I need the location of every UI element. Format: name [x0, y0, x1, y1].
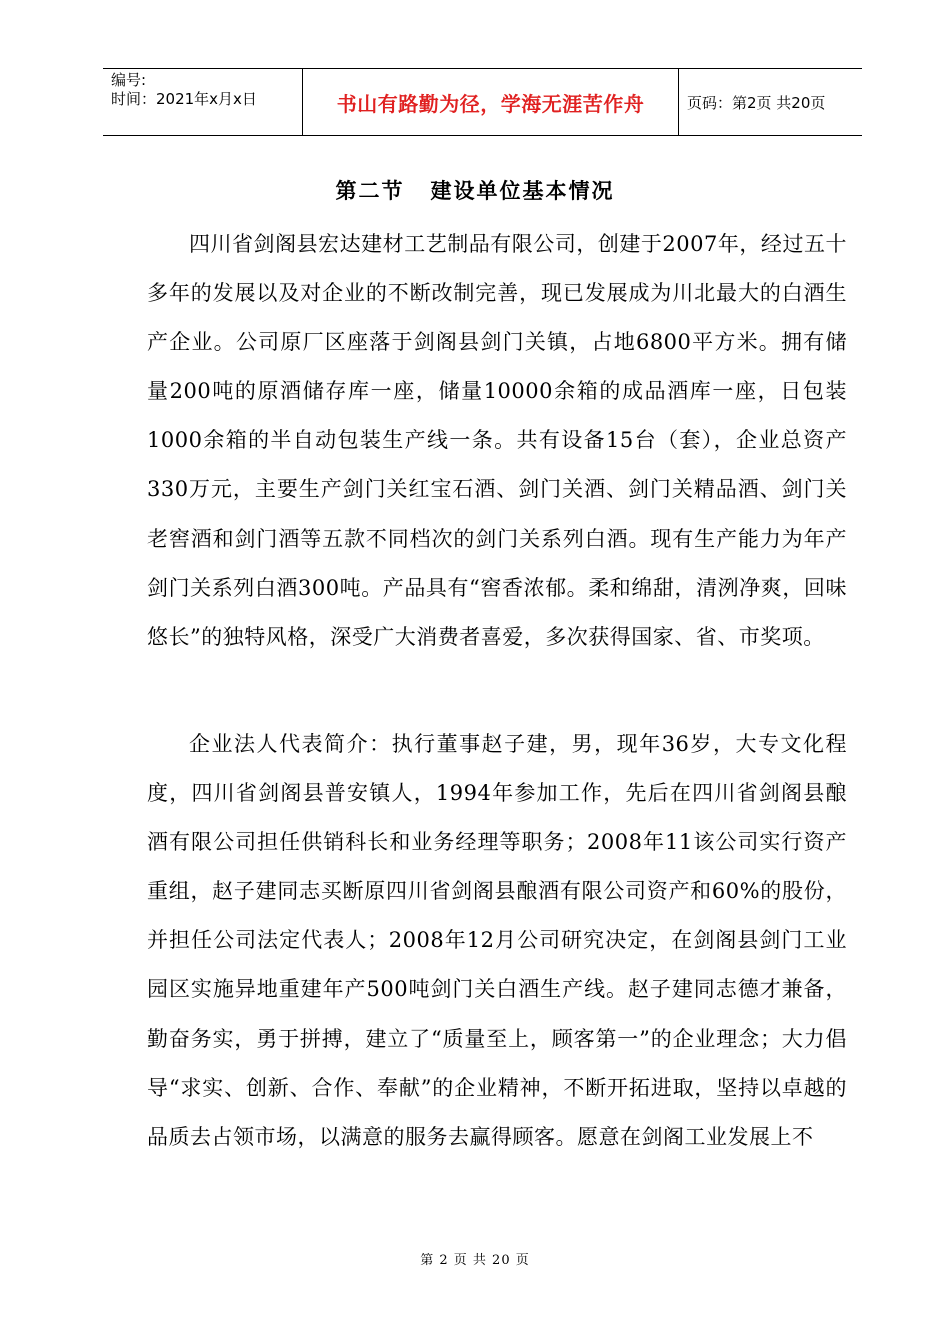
header-motto: 书山有路勤为径，学海无涯苦作舟	[336, 91, 645, 116]
paragraph-company-intro: 四川省剑阁县宏达建材工艺制品有限公司，创建于2007年，经过五十多年的发展以及对企业的不断改制完善，现已发展成为川北最大的白酒生产企业。公司原厂区座落于剑阁县剑门关镇，占地6800平方米。拥有储量200吨的原酒储存库一座，储量10000余箱的成品酒库一座，日包装1000余箱的半自动包装生产线一条。共有设备15台（套），企业总资产330万元，主要生产剑门关红宝石酒、剑门关酒、剑门关精品酒、剑门关老窖酒和剑门酒等五款不同档次的剑门关系列白酒。现有生产能力为年产剑门关系列白酒300吨。产品具有“窖香浓郁。柔和绵甜，清洌净爽，回味悠长”的独特风格，深受广大消费者喜爱，多次获得国家、省、市奖项。	[147, 232, 847, 649]
page-footer: 第 2 页 共 20 页	[420, 1253, 530, 1268]
header-page-info: 页码：第2页 共20页	[687, 93, 826, 112]
page-header	[103, 68, 862, 136]
section-title-text: 建设单位基本情况	[430, 179, 615, 203]
header-motto-cell	[303, 69, 679, 135]
section-title	[0, 175, 950, 205]
header-page-cell	[679, 69, 862, 135]
document-number-label: 编号:	[111, 71, 147, 89]
paragraph-legal-representative: 企业法人代表简介：执行董事赵子建，男，现年36岁，大专文化程度，四川省剑阁县普安镇人，1994年参加工作，先后在四川省剑阁县酿酒有限公司担任供销科长和业务经理等职务；2008年11该公司实行资产重组，赵子建同志买断原四川省剑阁县酿酒有限公司资产和60%的股份，并担任公司法定代表人；2008年12月公司研究决定，在剑阁县剑门工业园区实施异地重建年产500吨剑门关白酒生产线。赵子建同志德才兼备，勤奋务实，勇于拼搏，建立了“质量至上，顾客第一”的企业理念；大力倡导“求实、创新、合作、奉献”的企业精神，不断开拓进取，坚持以卓越的品质去占领市场，以满意的服务去赢得顾客。愿意在剑阁工业发展上不	[147, 732, 847, 1149]
header-meta-cell	[103, 69, 303, 135]
section-title-number: 第二节	[335, 179, 405, 203]
document-date-label: 时间：2021年x月x日	[111, 90, 257, 108]
